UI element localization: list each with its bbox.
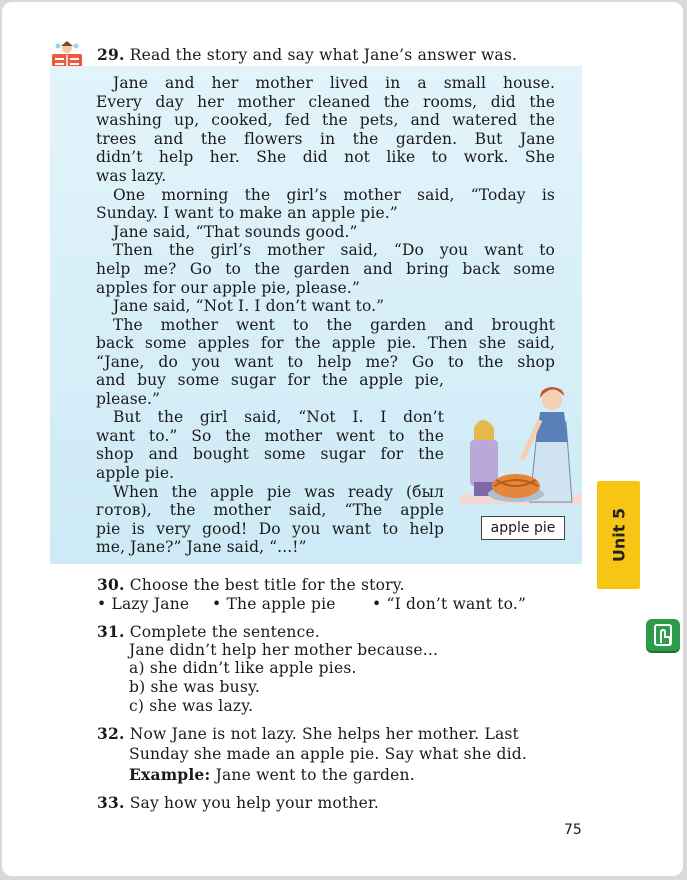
story-line: The mother went to the garden and brought — [113, 315, 555, 334]
story-line: apples for our apple pie, please.” — [96, 278, 360, 297]
story-line: Jane said, “That sounds good.” — [113, 222, 358, 241]
story-line: and buy some sugar for the apple pie, — [96, 371, 444, 389]
story-line: want to.” So the mother went to the — [96, 426, 444, 445]
exercise-31-stem: Jane didn’t help her mother because... — [129, 641, 439, 659]
answer-option: b) she was busy. — [129, 678, 261, 696]
unit-tab-label: Unit 5 — [609, 507, 628, 563]
story-paragraph — [96, 371, 444, 557]
story-line: Then the girl’s mother said, “Do you want to — [113, 241, 555, 260]
title-option: • The apple pie — [212, 595, 336, 613]
touch-hand-button[interactable] — [646, 619, 680, 651]
story-paragraph — [96, 74, 555, 372]
story-line: back some apples for the apple pie. Then she said, — [96, 334, 555, 353]
story-line: me, Jane?” Jane said, “...!” — [96, 538, 307, 557]
story-line: help me? Go to the garden and bring back some — [96, 259, 555, 278]
story-line: Jane said, “Not I. I don’t want to.” — [113, 297, 385, 316]
story-line: Jane and her mother lived in a small house. — [113, 74, 555, 92]
story-line: washing up, cooked, fed the pets, and watered the — [96, 111, 555, 130]
example-text: Jane went to the garden. — [215, 766, 415, 784]
example-label: Example: — [129, 765, 211, 784]
story-line: was lazy. — [96, 166, 167, 185]
unit-side-tab[interactable] — [597, 481, 640, 589]
story-line: When the apple pie was ready (был — [113, 482, 444, 501]
story-line: shop and bought some sugar for the — [96, 445, 444, 464]
exercise-32-line-2: Sunday she made an apple pie. Say what she did. — [129, 745, 527, 763]
exercise-30-number: 30. — [97, 575, 125, 594]
story-line: готов), the mother said, “The apple — [96, 501, 444, 520]
answer-option: a) she didn’t like apple pies. — [129, 659, 357, 677]
exercise-31-number: 31. — [97, 622, 125, 641]
apple-pie-caption: apple pie — [481, 516, 565, 540]
exercise-29-number: 29. — [97, 45, 125, 64]
story-line: Every day her mother cleaned the rooms, did the — [96, 92, 555, 111]
story-line: apple pie. — [96, 463, 175, 482]
story-line: didn’t help her. She did not like to work. She — [96, 148, 555, 167]
title-option: • “I don’t want to.” — [372, 595, 527, 613]
exercise-33-number: 33. — [97, 793, 125, 812]
answer-option: c) she was lazy. — [129, 697, 254, 715]
story-line: trees and the flowers in the garden. But Jane — [96, 129, 555, 148]
title-option: • Lazy Jane — [97, 595, 190, 613]
touch-hand-icon — [646, 619, 680, 651]
story-line: pie is very good! Do you want to help — [96, 519, 444, 538]
mother-and-daughter-illustration — [460, 382, 582, 517]
exercise-30-instruction: Choose the best title for the story. — [129, 576, 405, 594]
exercise-31-instruction: Complete the sentence. — [129, 623, 320, 641]
exercise-32-line-1: Now Jane is not lazy. She helps her mother. Last — [129, 725, 519, 743]
story-line: “Jane, do you want to help me? Go to the shop — [96, 352, 555, 371]
story-line: One morning the girl’s mother said, “Today is — [113, 185, 555, 204]
exercise-29-instruction: Read the story and say what Jane’s answer was. — [129, 46, 518, 64]
exercise-33-instruction: Say how you help your mother. — [129, 794, 379, 812]
exercise-32-number: 32. — [97, 724, 125, 743]
story-line: But the girl said, “Not I. I don’t — [113, 408, 444, 427]
story-line: Sunday. I want to make an apple pie.” — [96, 204, 398, 223]
page-number: 75 — [564, 822, 582, 838]
story-line: please.” — [96, 389, 161, 408]
